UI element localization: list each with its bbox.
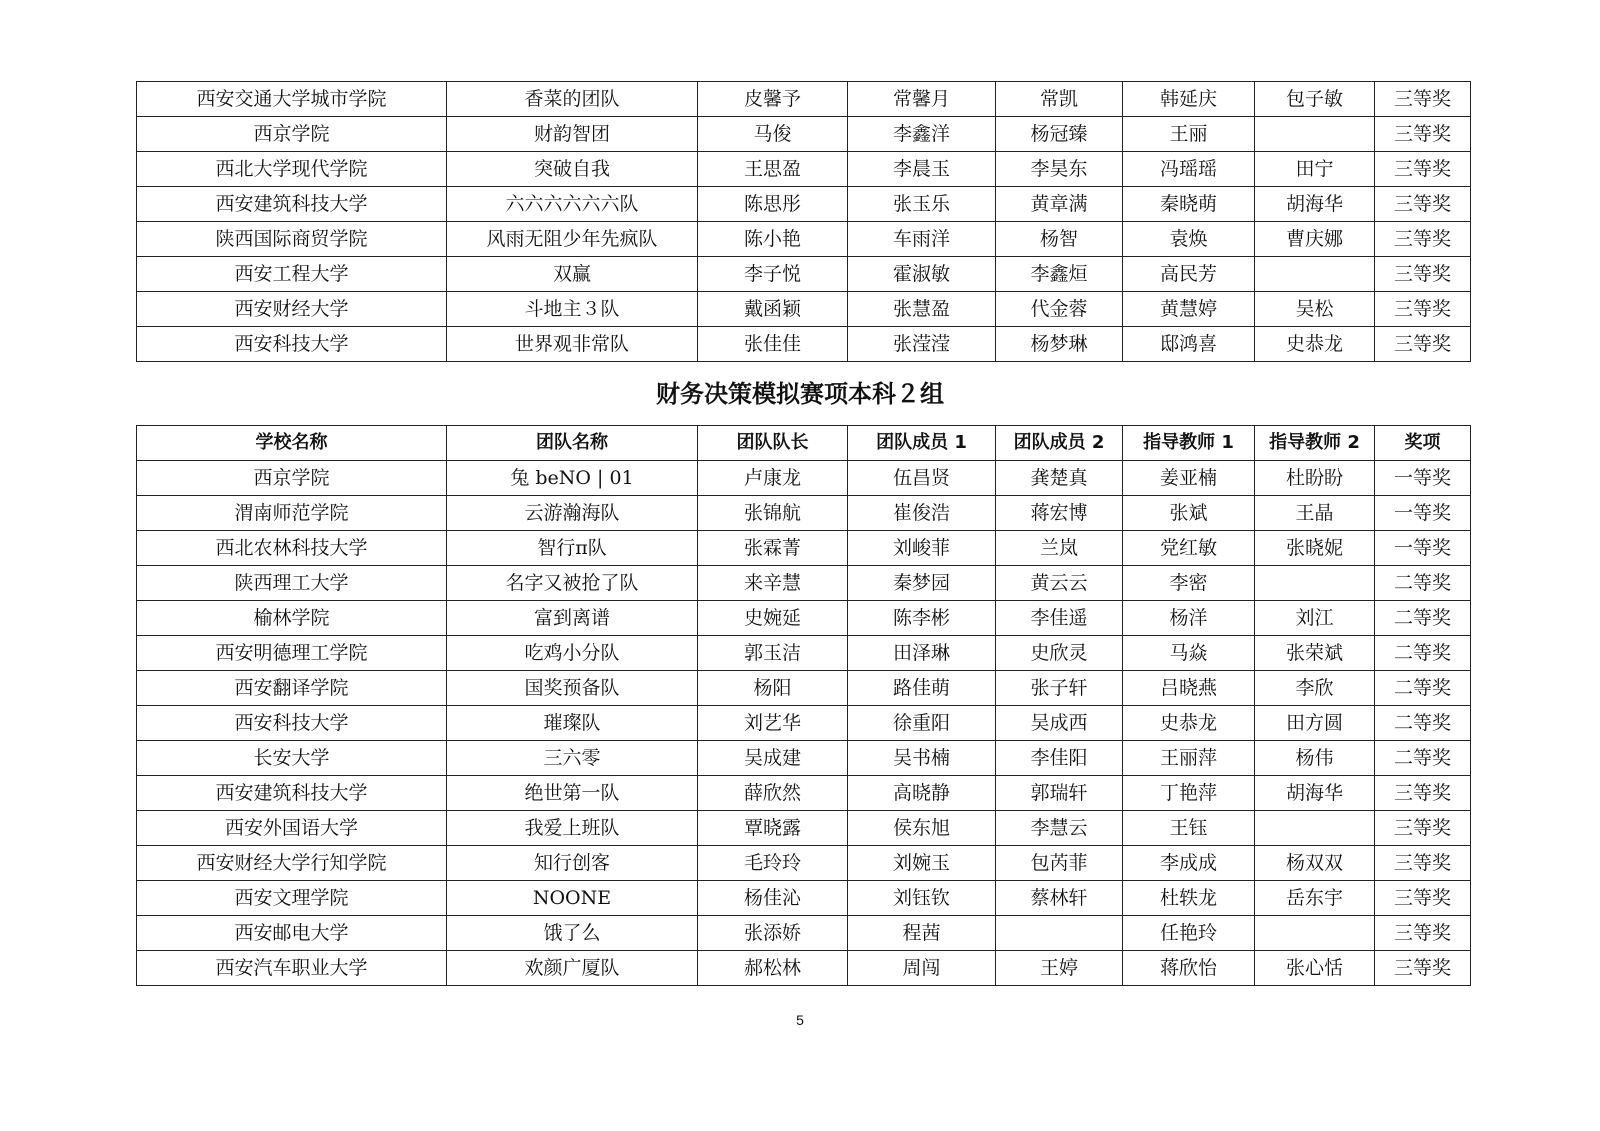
cell-advisor-1: 高民芳 [1123, 257, 1255, 292]
cell-member-1: 陈李彬 [848, 601, 996, 636]
cell-award: 三等奖 [1375, 292, 1471, 327]
header-advisor-1: 指导教师 1 [1123, 426, 1255, 461]
cell-advisor-2: 张晓妮 [1255, 531, 1375, 566]
cell-member-1: 秦梦园 [848, 566, 996, 601]
cell-member-1: 徐重阳 [848, 706, 996, 741]
cell-member-2: 杨智 [996, 222, 1123, 257]
table-row [137, 496, 1471, 531]
cell-advisor-2: 史恭龙 [1255, 327, 1375, 362]
cell-member-2: 代金蓉 [996, 292, 1123, 327]
header-advisor-2: 指导教师 2 [1255, 426, 1375, 461]
cell-award: 三等奖 [1375, 187, 1471, 222]
cell-member-2: 包芮菲 [996, 846, 1123, 881]
cell-advisor-1: 王丽萍 [1123, 741, 1255, 776]
cell-member-2: 杨冠臻 [996, 117, 1123, 152]
page-number: 5 [796, 1012, 804, 1028]
cell-school: 西安文理学院 [137, 881, 447, 916]
cell-advisor-2: 吴松 [1255, 292, 1375, 327]
cell-school: 西北大学现代学院 [137, 152, 447, 187]
cell-award: 三等奖 [1375, 117, 1471, 152]
cell-advisor-2: 杨伟 [1255, 741, 1375, 776]
header-member-2: 团队成员 2 [996, 426, 1123, 461]
cell-member-1: 吴书楠 [848, 741, 996, 776]
cell-team: NOONE [447, 881, 698, 916]
cell-team: 吃鸡小分队 [447, 636, 698, 671]
cell-member-1: 常馨月 [848, 82, 996, 117]
cell-advisor-1: 任艳玲 [1123, 916, 1255, 951]
cell-advisor-2: 包子敏 [1255, 82, 1375, 117]
cell-advisor-1: 王丽 [1123, 117, 1255, 152]
cell-advisor-2 [1255, 811, 1375, 846]
cell-advisor-2: 田方圆 [1255, 706, 1375, 741]
cell-team: 富到离谱 [447, 601, 698, 636]
cell-captain: 刘艺华 [698, 706, 848, 741]
cell-member-2: 吴成西 [996, 706, 1123, 741]
cell-advisor-1: 杨洋 [1123, 601, 1255, 636]
cell-member-1: 周闯 [848, 951, 996, 986]
cell-school: 西安翻译学院 [137, 671, 447, 706]
cell-advisor-2: 杨双双 [1255, 846, 1375, 881]
cell-team: 双赢 [447, 257, 698, 292]
cell-team: 我爱上班队 [447, 811, 698, 846]
cell-member-2: 兰岚 [996, 531, 1123, 566]
cell-captain: 张添娇 [698, 916, 848, 951]
cell-member-1: 路佳萌 [848, 671, 996, 706]
cell-school: 陕西国际商贸学院 [137, 222, 447, 257]
cell-advisor-1: 党红敏 [1123, 531, 1255, 566]
cell-member-1: 刘钰钦 [848, 881, 996, 916]
table-row [137, 152, 1471, 187]
cell-advisor-2 [1255, 257, 1375, 292]
cell-member-2: 王婷 [996, 951, 1123, 986]
table-row [137, 846, 1471, 881]
cell-member-2: 黄章满 [996, 187, 1123, 222]
cell-member-1: 车雨洋 [848, 222, 996, 257]
cell-award: 一等奖 [1375, 496, 1471, 531]
cell-advisor-2: 杜盼盼 [1255, 461, 1375, 496]
cell-team: 云游瀚海队 [447, 496, 698, 531]
table-row [137, 671, 1471, 706]
cell-captain: 毛玲玲 [698, 846, 848, 881]
cell-award: 二等奖 [1375, 741, 1471, 776]
cell-member-1: 刘婉玉 [848, 846, 996, 881]
cell-school: 西京学院 [137, 117, 447, 152]
cell-school: 西安明德理工学院 [137, 636, 447, 671]
table-header [137, 426, 1471, 461]
cell-team: 香菜的团队 [447, 82, 698, 117]
table-row [137, 636, 1471, 671]
cell-advisor-2: 胡海华 [1255, 776, 1375, 811]
cell-school: 渭南师范学院 [137, 496, 447, 531]
cell-advisor-1: 李成成 [1123, 846, 1255, 881]
cell-member-1: 伍昌贤 [848, 461, 996, 496]
table-row [137, 741, 1471, 776]
cell-captain: 郝松林 [698, 951, 848, 986]
header-row [137, 426, 1471, 461]
cell-award: 一等奖 [1375, 461, 1471, 496]
cell-advisor-2 [1255, 117, 1375, 152]
cell-award: 三等奖 [1375, 881, 1471, 916]
cell-advisor-2: 王晶 [1255, 496, 1375, 531]
cell-member-1: 张慧盈 [848, 292, 996, 327]
cell-captain: 杨佳沁 [698, 881, 848, 916]
cell-team: 三六零 [447, 741, 698, 776]
cell-member-2: 蔡林轩 [996, 881, 1123, 916]
cell-team: 突破自我 [447, 152, 698, 187]
cell-member-2: 蒋宏博 [996, 496, 1123, 531]
cell-member-1: 李晨玉 [848, 152, 996, 187]
cell-member-2: 龚楚真 [996, 461, 1123, 496]
cell-advisor-1: 李密 [1123, 566, 1255, 601]
table-row [137, 257, 1471, 292]
cell-advisor-2 [1255, 916, 1375, 951]
cell-school: 榆林学院 [137, 601, 447, 636]
table-row [137, 951, 1471, 986]
cell-team: 智行π队 [447, 531, 698, 566]
cell-captain: 杨阳 [698, 671, 848, 706]
cell-award: 三等奖 [1375, 846, 1471, 881]
table-row [137, 187, 1471, 222]
cell-advisor-2: 张荣斌 [1255, 636, 1375, 671]
cell-team: 绝世第一队 [447, 776, 698, 811]
cell-member-2: 李鑫烜 [996, 257, 1123, 292]
table-row [137, 222, 1471, 257]
table-row [137, 811, 1471, 846]
cell-captain: 皮馨予 [698, 82, 848, 117]
cell-advisor-1: 王钰 [1123, 811, 1255, 846]
cell-member-2 [996, 916, 1123, 951]
cell-team: 斗地主３队 [447, 292, 698, 327]
cell-member-1: 高晓静 [848, 776, 996, 811]
table-row [137, 706, 1471, 741]
cell-captain: 史婉延 [698, 601, 848, 636]
cell-advisor-1: 韩延庆 [1123, 82, 1255, 117]
cell-award: 二等奖 [1375, 601, 1471, 636]
cell-member-1: 张玉乐 [848, 187, 996, 222]
cell-captain: 张霖菁 [698, 531, 848, 566]
cell-member-1: 程茜 [848, 916, 996, 951]
cell-captain: 陈思彤 [698, 187, 848, 222]
cell-award: 三等奖 [1375, 257, 1471, 292]
cell-team: 风雨无阻少年先疯队 [447, 222, 698, 257]
header-award: 奖项 [1375, 426, 1471, 461]
cell-advisor-1: 吕晓燕 [1123, 671, 1255, 706]
header-captain: 团队队长 [698, 426, 848, 461]
cell-team: 饿了么 [447, 916, 698, 951]
cell-advisor-1: 蒋欣怡 [1123, 951, 1255, 986]
cell-advisor-1: 马焱 [1123, 636, 1255, 671]
cell-advisor-2: 刘江 [1255, 601, 1375, 636]
cell-award: 三等奖 [1375, 82, 1471, 117]
cell-captain: 张佳佳 [698, 327, 848, 362]
cell-advisor-1: 冯瑶瑶 [1123, 152, 1255, 187]
cell-award: 三等奖 [1375, 152, 1471, 187]
cell-team: 世界观非常队 [447, 327, 698, 362]
cell-school: 西安交通大学城市学院 [137, 82, 447, 117]
cell-advisor-2: 田宁 [1255, 152, 1375, 187]
cell-member-2: 黄云云 [996, 566, 1123, 601]
table-row [137, 461, 1471, 496]
cell-award: 二等奖 [1375, 706, 1471, 741]
cell-member-1: 侯东旭 [848, 811, 996, 846]
cell-school: 西安科技大学 [137, 706, 447, 741]
cell-advisor-2 [1255, 566, 1375, 601]
cell-award: 三等奖 [1375, 776, 1471, 811]
cell-award: 三等奖 [1375, 811, 1471, 846]
cell-school: 西安财经大学行知学院 [137, 846, 447, 881]
cell-school: 西安建筑科技大学 [137, 776, 447, 811]
cell-team: 财韵智团 [447, 117, 698, 152]
cell-member-2: 杨梦琳 [996, 327, 1123, 362]
cell-award: 二等奖 [1375, 671, 1471, 706]
cell-member-2: 李慧云 [996, 811, 1123, 846]
cell-award: 一等奖 [1375, 531, 1471, 566]
cell-advisor-2: 张心恬 [1255, 951, 1375, 986]
cell-member-2: 常凯 [996, 82, 1123, 117]
table-row [137, 916, 1471, 951]
cell-advisor-1: 秦晓萌 [1123, 187, 1255, 222]
cell-advisor-1: 黄慧婷 [1123, 292, 1255, 327]
cell-school: 西安外国语大学 [137, 811, 447, 846]
cell-captain: 张锦航 [698, 496, 848, 531]
cell-captain: 马俊 [698, 117, 848, 152]
cell-advisor-1: 邸鸿喜 [1123, 327, 1255, 362]
results-table-continued [136, 81, 1471, 362]
table-body [137, 82, 1471, 362]
cell-captain: 覃晓露 [698, 811, 848, 846]
cell-school: 西安邮电大学 [137, 916, 447, 951]
cell-captain: 陈小艳 [698, 222, 848, 257]
header-member-1: 团队成员 1 [848, 426, 996, 461]
cell-award: 三等奖 [1375, 951, 1471, 986]
cell-team: 名字又被抢了队 [447, 566, 698, 601]
header-school: 学校名称 [137, 426, 447, 461]
cell-team: 六六六六六六队 [447, 187, 698, 222]
cell-team: 璀璨队 [447, 706, 698, 741]
cell-captain: 郭玉洁 [698, 636, 848, 671]
cell-captain: 戴函颖 [698, 292, 848, 327]
cell-advisor-1: 丁艳萍 [1123, 776, 1255, 811]
table-row [137, 292, 1471, 327]
cell-captain: 吴成建 [698, 741, 848, 776]
cell-captain: 薛欣然 [698, 776, 848, 811]
table-row [137, 776, 1471, 811]
table-body [137, 461, 1471, 986]
cell-member-2: 李佳阳 [996, 741, 1123, 776]
cell-advisor-2: 李欣 [1255, 671, 1375, 706]
cell-award: 三等奖 [1375, 222, 1471, 257]
cell-school: 西安建筑科技大学 [137, 187, 447, 222]
cell-advisor-1: 袁焕 [1123, 222, 1255, 257]
cell-member-1: 崔俊浩 [848, 496, 996, 531]
cell-member-1: 田泽琳 [848, 636, 996, 671]
cell-member-2: 史欣灵 [996, 636, 1123, 671]
cell-team: 欢颜广厦队 [447, 951, 698, 986]
cell-award: 三等奖 [1375, 916, 1471, 951]
table-row [137, 531, 1471, 566]
table-row [137, 327, 1471, 362]
cell-team: 兔 beNO | 01 [447, 461, 698, 496]
cell-award: 三等奖 [1375, 327, 1471, 362]
cell-school: 西安财经大学 [137, 292, 447, 327]
table-row [137, 881, 1471, 916]
cell-member-2: 张子轩 [996, 671, 1123, 706]
cell-award: 二等奖 [1375, 566, 1471, 601]
cell-team: 知行创客 [447, 846, 698, 881]
cell-member-1: 霍淑敏 [848, 257, 996, 292]
cell-school: 西安科技大学 [137, 327, 447, 362]
cell-school: 陕西理工大学 [137, 566, 447, 601]
table-row [137, 117, 1471, 152]
cell-advisor-1: 杜轶龙 [1123, 881, 1255, 916]
table-row [137, 82, 1471, 117]
cell-school: 西京学院 [137, 461, 447, 496]
cell-advisor-2: 岳东宇 [1255, 881, 1375, 916]
cell-member-1: 李鑫洋 [848, 117, 996, 152]
results-table-undergrad-group-2 [136, 425, 1471, 986]
cell-captain: 来辛慧 [698, 566, 848, 601]
cell-advisor-2: 曹庆娜 [1255, 222, 1375, 257]
cell-advisor-1: 史恭龙 [1123, 706, 1255, 741]
cell-member-2: 郭瑞轩 [996, 776, 1123, 811]
table-row [137, 566, 1471, 601]
cell-member-1: 刘峻菲 [848, 531, 996, 566]
cell-captain: 李子悦 [698, 257, 848, 292]
cell-advisor-1: 张斌 [1123, 496, 1255, 531]
cell-team: 国奖预备队 [447, 671, 698, 706]
cell-captain: 王思盈 [698, 152, 848, 187]
cell-school: 西安汽车职业大学 [137, 951, 447, 986]
cell-advisor-2: 胡海华 [1255, 187, 1375, 222]
cell-award: 二等奖 [1375, 636, 1471, 671]
section-title: 财务决策模拟赛项本科２组 [656, 380, 944, 408]
cell-school: 西北农林科技大学 [137, 531, 447, 566]
cell-member-2: 李昊东 [996, 152, 1123, 187]
cell-advisor-1: 姜亚楠 [1123, 461, 1255, 496]
header-team: 团队名称 [447, 426, 698, 461]
cell-member-1: 张滢滢 [848, 327, 996, 362]
table-row [137, 601, 1471, 636]
cell-captain: 卢康龙 [698, 461, 848, 496]
cell-member-2: 李佳遥 [996, 601, 1123, 636]
cell-school: 西安工程大学 [137, 257, 447, 292]
cell-school: 长安大学 [137, 741, 447, 776]
